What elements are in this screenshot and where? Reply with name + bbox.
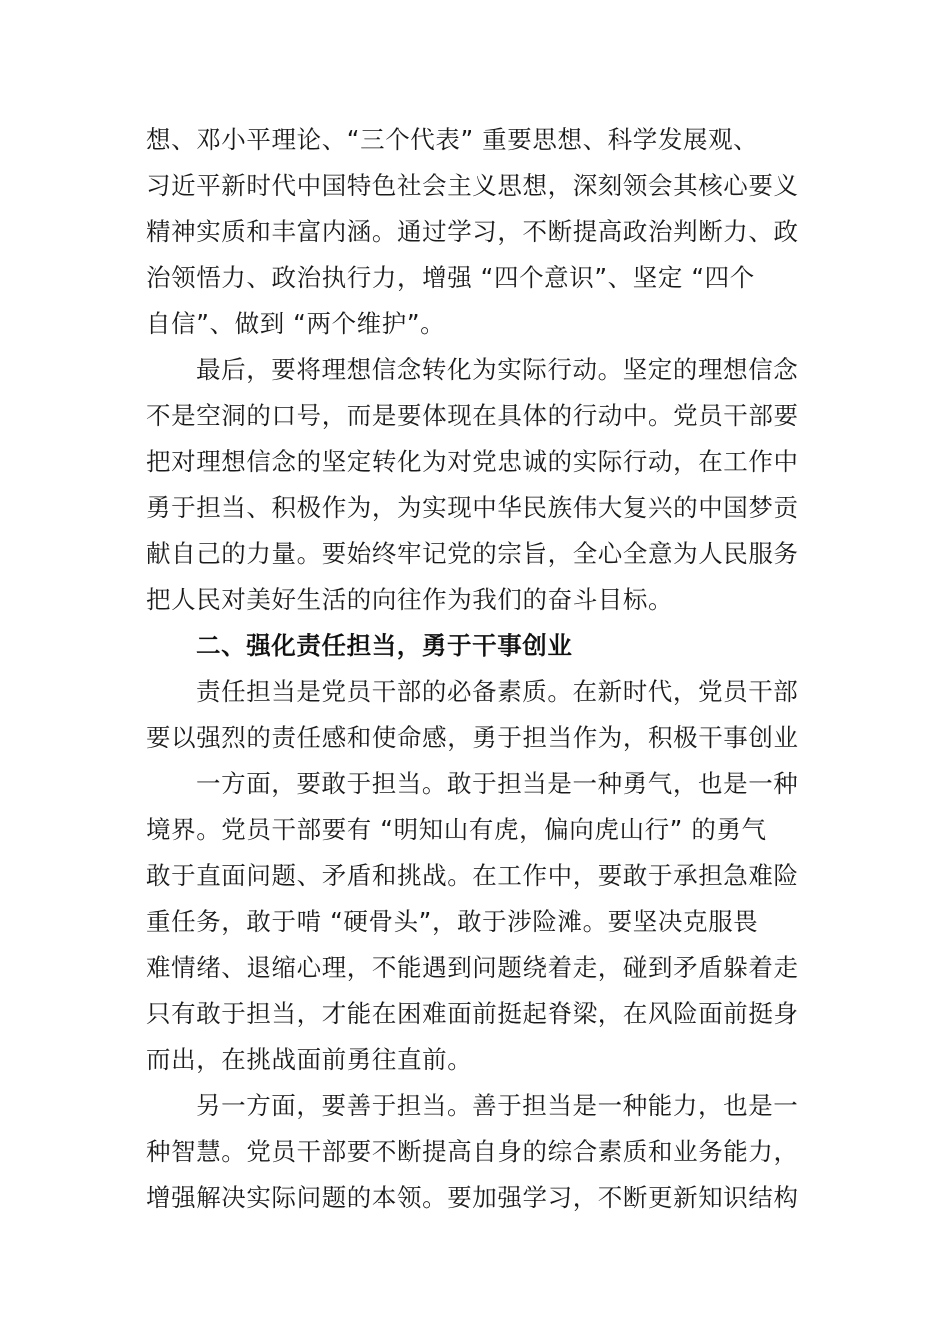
- text-line: 增强解决实际问题的本领。要加强学习，不断更新知识结构: [146, 1183, 799, 1212]
- text-line: 重任务，敢于啃 “硬骨头”，敢于涉险滩。要坚决克服畏: [146, 907, 759, 936]
- text-line: 不是空洞的口号，而是要体现在具体的行动中。党员干部要: [146, 401, 799, 430]
- text-line: 勇于担当、积极作为，为实现中华民族伟大复兴的中国梦贡: [146, 493, 799, 522]
- text-line: 自信”、做到 “两个维护”。: [146, 309, 446, 338]
- text-line: 而出，在挑战面前勇往直前。: [146, 1045, 473, 1074]
- text-line: 难情绪、退缩心理，不能遇到问题绕着走，碰到矛盾躲着走: [146, 953, 799, 982]
- text-line: 献自己的力量。要始终牢记党的宗旨，全心全意为人民服务: [146, 539, 799, 568]
- text-line: 精神实质和丰富内涵。通过学习，不断提高政治判断力、政: [146, 217, 799, 246]
- text-line: 想、邓小平理论、“三个代表” 重要思想、科学发展观、: [146, 125, 759, 154]
- text-line: 要以强烈的责任感和使命感，勇于担当作为，积极干事创业: [146, 723, 799, 752]
- text-line: 种智慧。党员干部要不断提高自身的综合素质和业务能力，: [146, 1137, 799, 1166]
- text-line: 治领悟力、政治执行力，增强 “四个意识”、坚定 “四个: [146, 263, 755, 292]
- section-heading: 二、强化责任担当，勇于干事创业: [196, 631, 573, 660]
- text-line: 习近平新时代中国特色社会主义思想，深刻领会其核心要义: [146, 171, 799, 200]
- text-line: 只有敢于担当，才能在困难面前挺起脊梁，在风险面前挺身: [146, 999, 799, 1028]
- paragraph-first-line: 另一方面，要善于担当。善于担当是一种能力，也是一: [196, 1091, 799, 1120]
- text-line: 敢于直面问题、矛盾和挑战。在工作中，要敢于承担急难险: [146, 861, 799, 890]
- text-line: 把人民对美好生活的向往作为我们的奋斗目标。: [146, 585, 674, 614]
- paragraph-first-line: 责任担当是党员干部的必备素质。在新时代，党员干部: [196, 677, 799, 706]
- paragraph-first-line: 最后，要将理想信念转化为实际行动。坚定的理想信念: [196, 355, 799, 384]
- paragraph-first-line: 一方面，要敢于担当。敢于担当是一种勇气，也是一种: [196, 769, 799, 798]
- text-line: 境界。党员干部要有 “明知山有虎，偏向虎山行” 的勇气: [146, 815, 767, 844]
- text-line: 把对理想信念的坚定转化为对党忠诚的实际行动，在工作中: [146, 447, 799, 476]
